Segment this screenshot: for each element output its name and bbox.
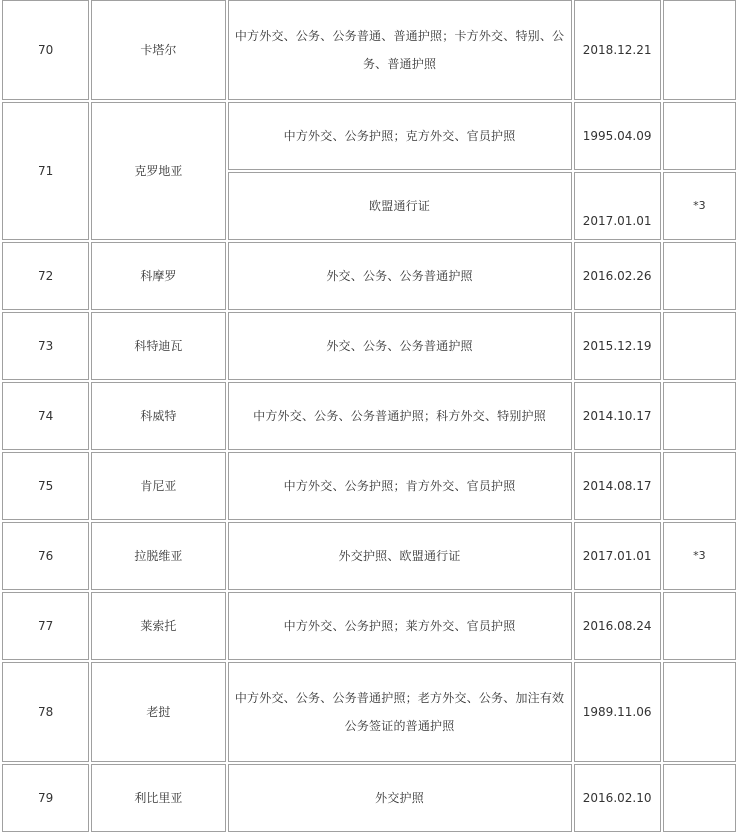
country-name: 老挝 xyxy=(91,662,225,762)
note xyxy=(663,312,736,380)
effective-date: 2016.02.26 xyxy=(574,242,661,310)
effective-date: 2018.12.21 xyxy=(574,0,661,100)
table-row xyxy=(2,242,736,310)
passport-types: 中方外交、公务护照；肯方外交、官员护照 xyxy=(228,452,572,520)
note xyxy=(663,764,736,832)
country-name: 肯尼亚 xyxy=(91,452,225,520)
effective-date: 2016.02.10 xyxy=(574,764,661,832)
country-name: 科威特 xyxy=(91,382,225,450)
passport-types: 外交、公务、公务普通护照 xyxy=(228,242,572,310)
effective-date: 2014.08.17 xyxy=(574,452,661,520)
passport-types: 中方外交、公务、公务普通、普通护照；卡方外交、特别、公务、普通护照 xyxy=(228,0,572,100)
country-name: 科摩罗 xyxy=(91,242,225,310)
row-number: 79 xyxy=(2,764,89,832)
row-number: 77 xyxy=(2,592,89,660)
note: *3 xyxy=(663,522,736,590)
table-row xyxy=(2,592,736,660)
table-row xyxy=(2,764,736,832)
passport-types: 欧盟通行证 xyxy=(228,172,572,240)
country-name: 拉脱维亚 xyxy=(91,522,225,590)
table-row xyxy=(2,452,736,520)
effective-date: 2017.01.01 xyxy=(574,172,661,240)
passport-types: 中方外交、公务、公务普通护照；老方外交、公务、加注有效公务签证的普通护照 xyxy=(228,662,572,762)
note xyxy=(663,592,736,660)
effective-date: 2016.08.24 xyxy=(574,592,661,660)
table-row xyxy=(2,102,736,170)
passport-types: 外交护照 xyxy=(228,764,572,832)
table-row xyxy=(2,312,736,380)
effective-date: 2015.12.19 xyxy=(574,312,661,380)
passport-types: 中方外交、公务、公务普通护照；科方外交、特别护照 xyxy=(228,382,572,450)
row-number: 75 xyxy=(2,452,89,520)
note xyxy=(663,242,736,310)
country-name: 科特迪瓦 xyxy=(91,312,225,380)
table-row xyxy=(2,662,736,762)
row-number: 71 xyxy=(2,102,89,240)
country-name: 莱索托 xyxy=(91,592,225,660)
note xyxy=(663,0,736,100)
passport-types: 中方外交、公务护照；莱方外交、官员护照 xyxy=(228,592,572,660)
country-name: 克罗地亚 xyxy=(91,102,225,240)
effective-date: 2017.01.01 xyxy=(574,522,661,590)
country-name: 利比里亚 xyxy=(91,764,225,832)
row-number: 78 xyxy=(2,662,89,762)
row-number: 72 xyxy=(2,242,89,310)
row-number: 74 xyxy=(2,382,89,450)
row-number: 73 xyxy=(2,312,89,380)
effective-date: 2014.10.17 xyxy=(574,382,661,450)
passport-types: 中方外交、公务护照；克方外交、官员护照 xyxy=(228,102,572,170)
effective-date: 1989.11.06 xyxy=(574,662,661,762)
table-row xyxy=(2,522,736,590)
passport-types: 外交护照、欧盟通行证 xyxy=(228,522,572,590)
note xyxy=(663,452,736,520)
row-number: 70 xyxy=(2,0,89,100)
country-name: 卡塔尔 xyxy=(91,0,225,100)
table-row xyxy=(2,382,736,450)
note xyxy=(663,662,736,762)
note: *3 xyxy=(663,172,736,240)
row-number: 76 xyxy=(2,522,89,590)
effective-date: 1995.04.09 xyxy=(574,102,661,170)
note xyxy=(663,102,736,170)
table-row xyxy=(2,0,736,100)
passport-types: 外交、公务、公务普通护照 xyxy=(228,312,572,380)
note xyxy=(663,382,736,450)
